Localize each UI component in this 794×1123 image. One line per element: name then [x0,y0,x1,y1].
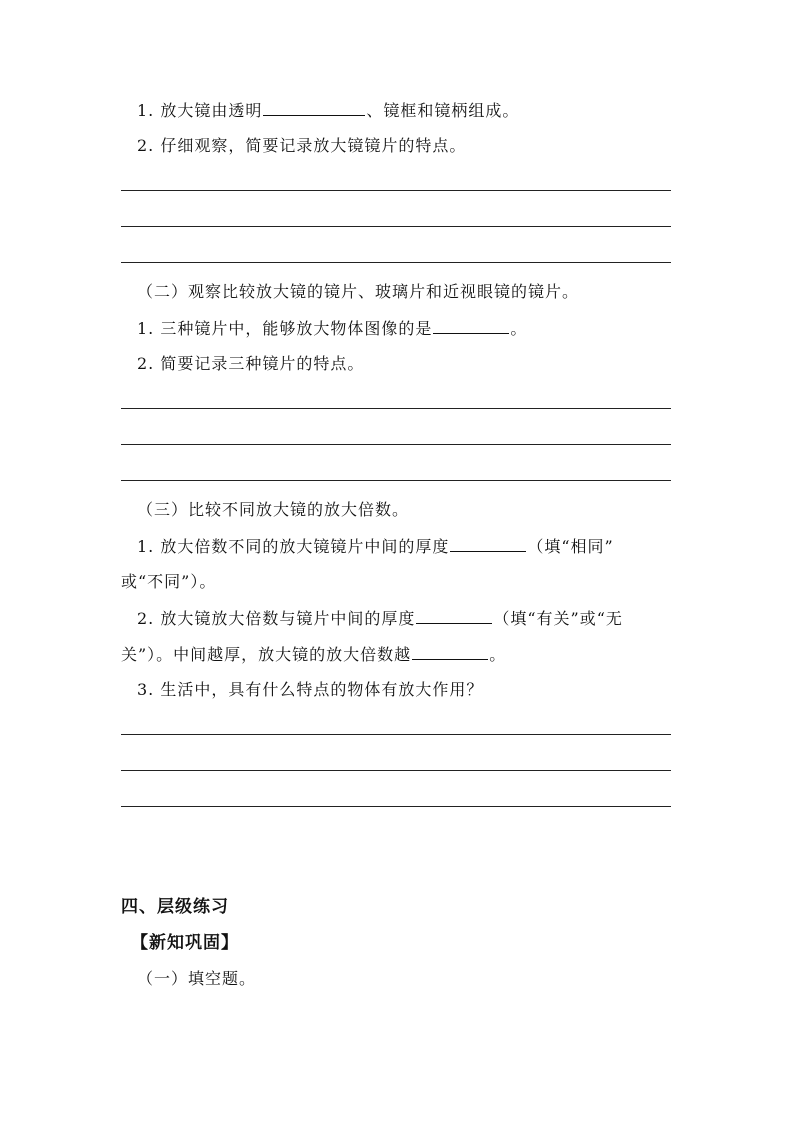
q2-heading: （二）观察比较放大镜的镜片、玻璃片和近视眼镜的镜片。 [137,282,580,301]
answer-line[interactable] [121,262,671,263]
q3-item2: 2. 放大镜放大倍数与镜片中间的厚度 （填“有关”或“无 [137,609,623,628]
q3-item1-cont: 或“不同”）。 [121,572,217,591]
q2-item1: 1. 三种镜片中，能够放大物体图像的是 。 [137,319,528,338]
fill-blank[interactable] [416,607,492,624]
fill-blank[interactable] [450,535,526,552]
q3-item3: 3. 生活中，具有什么特点的物体有放大作用？ [137,680,484,699]
q1-item1: 1. 放大镜由透明 、镜框和镜柄组成。 [137,101,520,120]
section-part1: （一）填空题。 [137,969,257,988]
section-title: 四、层级练习 [121,897,229,917]
fill-blank[interactable] [263,99,365,116]
answer-line[interactable] [121,444,671,445]
q3-item2-cont: 关”）。中间越厚，放大镜的放大倍数越 。 [121,645,507,664]
answer-line[interactable] [121,190,671,191]
answer-line[interactable] [121,408,671,409]
fill-blank[interactable] [433,317,509,334]
answer-line[interactable] [121,770,671,771]
answer-line[interactable] [121,226,671,227]
q2-item2: 2. 简要记录三种镜片的特点。 [137,354,365,373]
fill-blank[interactable] [412,643,488,660]
answer-line[interactable] [121,734,671,735]
answer-line[interactable] [121,806,671,807]
q1-item2: 2. 仔细观察，简要记录放大镜镜片的特点。 [137,136,467,155]
q3-item1: 1. 放大倍数不同的放大镜镜片中间的厚度 （填“相同” [137,537,614,556]
q3-heading: （三）比较不同放大镜的放大倍数。 [137,500,410,519]
section-subtitle: 【新知巩固】 [131,933,239,953]
answer-line[interactable] [121,480,671,481]
